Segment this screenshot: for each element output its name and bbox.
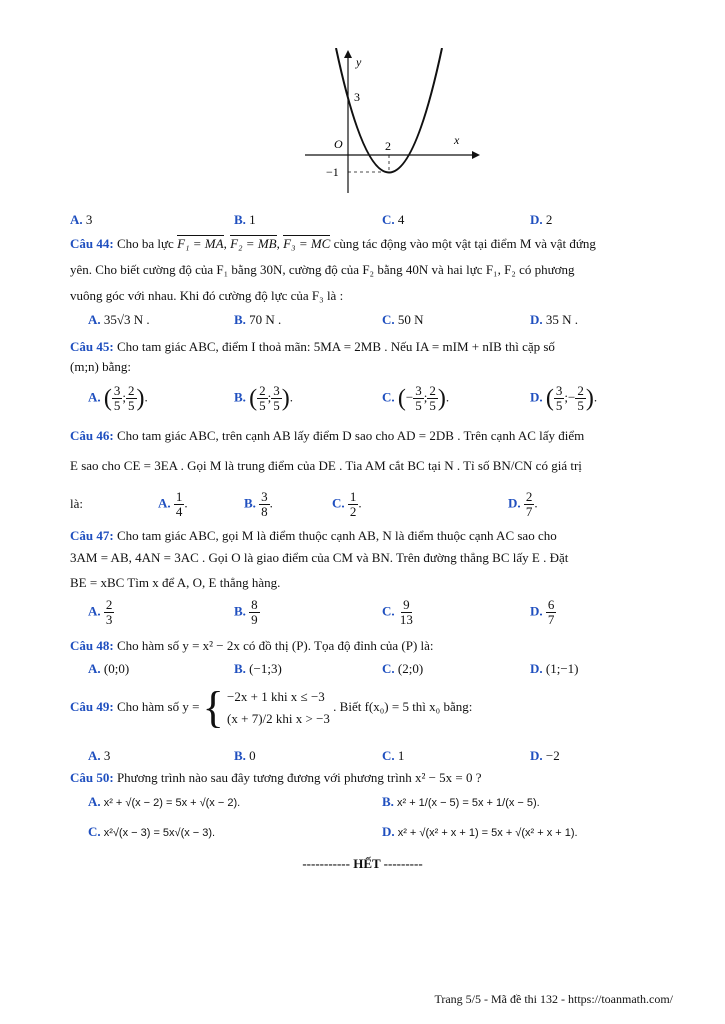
option-value: 70 N . — [249, 312, 282, 327]
option-label: C. — [382, 661, 395, 676]
option-value: (1;−1) — [545, 661, 579, 676]
option-label: A. — [88, 661, 101, 676]
x-axis-arrow — [472, 151, 480, 159]
option-value: 0 — [249, 748, 256, 763]
q47-line-3: BE = xBC Tìm x để A, O, E thẳng hàng. — [70, 575, 281, 590]
vector-f1: F₁ = MA — [177, 236, 224, 251]
q44-option-b — [234, 312, 281, 328]
q43-option-c — [382, 212, 404, 228]
option-label: C. — [332, 495, 345, 511]
q50-option-b — [382, 794, 540, 811]
q49-piece-2: (x + 7)/2 khi x > −3 — [227, 711, 330, 726]
q45-line-2: (m;n) bằng: — [70, 359, 132, 374]
option-label: B. — [234, 312, 246, 327]
q44-option-d — [530, 312, 578, 328]
q49-text-2: . Biết f(x₀) = 5 thì x₀ bằng: — [333, 698, 473, 714]
option-value: (0;0) — [103, 661, 130, 676]
option-label: B. — [234, 212, 246, 227]
q49-pieces — [227, 686, 330, 730]
q48-option-a — [88, 661, 129, 677]
option-value: −2 — [545, 748, 560, 763]
question-label: Câu 47: — [70, 528, 114, 543]
q45-text-1: Cho tam giác ABC, điểm I thoả mãn: 5MA = 2MB . Nếu IA = mIM + nIB thì cặp số — [116, 339, 555, 354]
option-label: A. — [88, 603, 101, 619]
option-label: A. — [88, 389, 101, 405]
q46-text-3: là: — [70, 496, 83, 511]
option-label: D. — [382, 824, 395, 839]
option-label: D. — [530, 389, 543, 405]
option-label: A. — [88, 312, 101, 327]
option-label: B. — [244, 495, 256, 511]
q47-option-a: A. $\frac{2}{3}$ — [88, 597, 113, 627]
q44-option-c — [382, 312, 424, 328]
option-label: D. — [530, 661, 543, 676]
q45-option-b: B. ( $\frac{2}{5}$ ; $\frac{3}{5}$ ). — [234, 383, 294, 413]
q47-option-c: C. $\frac{9}{13}$ — [382, 597, 413, 627]
question-label: Câu 49: — [70, 698, 114, 714]
option-label: C. — [88, 824, 101, 839]
graph-label-y: y — [356, 55, 362, 69]
vector-f2: F₂ = MB — [230, 236, 277, 251]
q46-option-d: D. $\frac{2}{7}$ . — [508, 489, 538, 519]
q48-option-b — [234, 661, 282, 677]
brace: { — [202, 683, 224, 732]
option-value: 3 — [85, 212, 93, 227]
q49-line-1 — [70, 683, 473, 732]
option-label: A. — [88, 794, 101, 809]
option-label: B. — [234, 661, 246, 676]
q48-option-c — [382, 661, 423, 677]
q44-line-2: yên. Cho biết cường độ của F₁ bằng 30N, cường độ của F₂ bằng 40N và hai lực F₁, F₂ có phương — [70, 262, 575, 277]
y-axis-arrow — [344, 50, 352, 58]
q46-line-2: E sao cho CE = 3EA . Gọi M là trung điểm của DE . Tia AM cắt BC tại N . Tỉ số BN/CN có giá trị — [70, 458, 582, 473]
q47-text-1: Cho tam giác ABC, gọi M là điểm thuộc cạnh AB, N là điểm thuộc cạnh AC sao cho — [116, 528, 557, 543]
option-value: 1 — [249, 212, 256, 227]
option-label: C. — [382, 212, 395, 227]
graph-label-minus1: −1 — [326, 165, 339, 179]
option-value: 4 — [397, 212, 405, 227]
q46-option-b: B. $\frac{3}{8}$ . — [244, 489, 273, 519]
question-label: Câu 45: — [70, 339, 114, 354]
option-label: C. — [382, 389, 395, 405]
q45-line-1 — [70, 339, 675, 355]
option-value: x² + √(x − 2) = 5x + √(x − 2). — [103, 797, 241, 809]
option-label: D. — [530, 312, 543, 327]
question-label: Câu 48: — [70, 638, 114, 653]
q45-option-c: C. (− $\frac{3}{5}$ ; $\frac{2}{5}$ ). — [382, 383, 450, 413]
q46-line-1 — [70, 428, 675, 444]
option-label: B. — [382, 794, 394, 809]
q44-text-2: cùng tác động vào một vật tại điểm M và vật đứng — [333, 236, 596, 251]
q43-option-a — [70, 212, 92, 228]
question-label: Câu 50: — [70, 770, 114, 785]
option-label: D. — [530, 212, 543, 227]
option-value: x² + √(x² + x + 1) = 5x + √(x² + x + 1). — [397, 827, 578, 839]
graph-label-origin: O — [334, 137, 343, 151]
parabola-graph — [300, 48, 480, 198]
q44-option-a — [88, 312, 150, 328]
option-value: 1 — [397, 748, 405, 763]
q50-line-1 — [70, 770, 675, 786]
end-marker: ----------- HẾT --------- — [302, 856, 423, 871]
option-label: D. — [530, 603, 543, 619]
option-label: A. — [88, 748, 101, 763]
parabola-curve — [336, 48, 442, 173]
option-label: B. — [234, 389, 246, 405]
option-label: C. — [382, 603, 395, 619]
page-footer: Trang 5/5 - Mã đề thi 132 - https://toanmath.com/ — [434, 992, 673, 1006]
vector-f3: F₃ = MC — [283, 236, 331, 251]
option-label: A. — [70, 212, 83, 227]
option-label: D. — [530, 748, 543, 763]
q44-line-3: vuông góc với nhau. Khi đó cường độ lực của F₃ là : — [70, 288, 344, 303]
option-label: B. — [234, 748, 246, 763]
q47-option-d: D. $\frac{6}{7}$ — [530, 597, 555, 627]
q50-option-c — [88, 824, 215, 841]
q46-option-c: C. $\frac{1}{2}$ . — [332, 489, 362, 519]
q49-option-d — [530, 748, 560, 764]
option-value: 35√3 N . — [103, 312, 150, 327]
graph-label-x: x — [454, 133, 460, 147]
q49-option-b — [234, 748, 256, 764]
option-value: x²√(x − 3) = 5x√(x − 3). — [103, 827, 216, 839]
q45-option-a: A. ( $\frac{3}{5}$ ; $\frac{2}{5}$ ). — [88, 383, 148, 413]
q44-line-1: Câu 44: Cho ba lực F₁ = MA, F₂ = MB, F₃ = MC cùng tác động vào một vật tại điểm M và vật đứng — [70, 236, 596, 251]
option-value: 35 N . — [545, 312, 579, 327]
q46-text-1: Cho tam giác ABC, trên cạnh AB lấy điểm D sao cho AD = 2DB . Trên cạnh AC lấy điểm — [116, 428, 585, 443]
option-value: 2 — [545, 212, 553, 227]
graph-label-2: 2 — [385, 139, 391, 153]
graph-label-3: 3 — [354, 90, 360, 104]
q50-text: Phương trình nào sau đây tương đương với phương trình x² − 5x = 0 ? — [116, 770, 482, 785]
q49-option-c — [382, 748, 404, 764]
option-value: (2;0) — [397, 661, 424, 676]
option-label: B. — [234, 603, 246, 619]
option-label: A. — [158, 495, 171, 511]
option-value: (−1;3) — [249, 661, 282, 676]
q49-text-1: Cho hàm số y = — [116, 698, 200, 714]
q43-option-b — [234, 212, 256, 228]
q50-option-a — [88, 794, 240, 811]
q47-line-1 — [70, 528, 675, 544]
option-value: x² + 1/(x − 5) = 5x + 1/(x − 5). — [396, 797, 540, 809]
q50-option-d — [382, 824, 578, 841]
question-label: Câu 46: — [70, 428, 114, 443]
q48-text: Cho hàm số y = x² − 2x có đồ thị (P). Tọa độ đỉnh của (P) là: — [116, 638, 434, 653]
option-value: 3 — [103, 748, 111, 763]
option-label: C. — [382, 312, 395, 327]
q48-option-d — [530, 661, 579, 677]
option-label: C. — [382, 748, 395, 763]
q49-option-a — [88, 748, 110, 764]
q47-line-2: 3AM = AB, 4AN = 3AC . Gọi O là giao điểm của CM và BN. Trên đường thẳng BC lấy E . Đặt — [70, 550, 569, 565]
q44-text-1: Cho ba lực — [116, 236, 174, 251]
option-value: 50 N — [397, 312, 424, 327]
question-label: Câu 44: — [70, 236, 114, 251]
q43-option-d — [530, 212, 552, 228]
option-label: D. — [508, 495, 521, 511]
q45-option-d: D. ( $\frac{3}{5}$ ;− $\frac{2}{5}$ ). — [530, 383, 598, 413]
q49-piece-1: −2x + 1 khi x ≤ −3 — [227, 689, 325, 704]
q48-line-1 — [70, 638, 675, 654]
q47-option-b: B. $\frac{8}{9}$ — [234, 597, 258, 627]
q46-option-a: A. $\frac{1}{4}$ . — [158, 489, 188, 519]
